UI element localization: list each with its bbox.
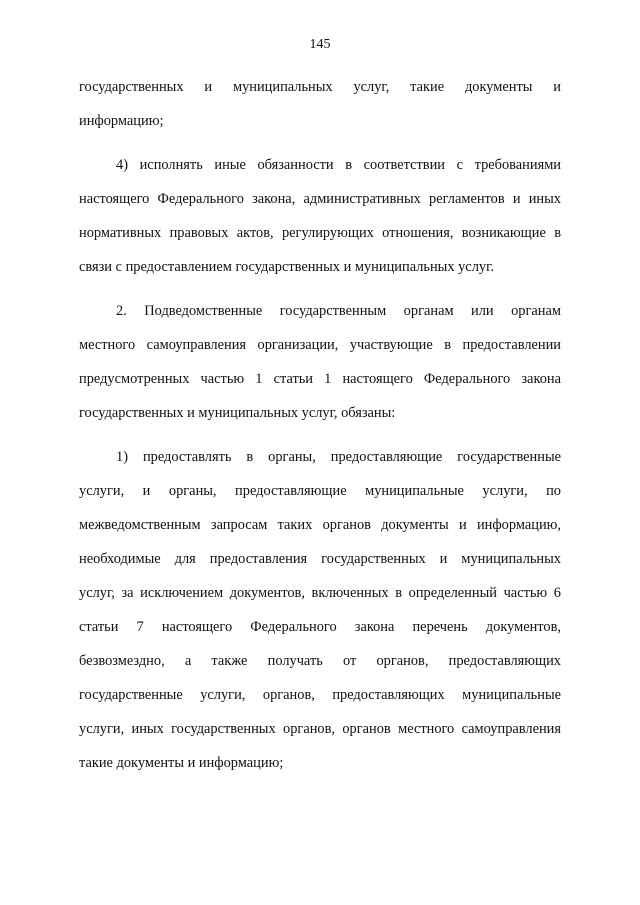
- text-line: государственные услуги, органов, предоставляющих муниципальные: [79, 687, 561, 703]
- text-line: предусмотренных частью 1 статьи 1 настоящего Федерального закона: [79, 371, 561, 387]
- text-line: услуг, за исключением документов, включенных в определенный частью 6: [79, 585, 561, 601]
- text-line: необходимые для предоставления государственных и муниципальных: [79, 551, 561, 567]
- text-line: государственных и муниципальных услуг, обязаны:: [79, 405, 396, 421]
- text-line: связи с предоставлением государственных и муниципальных услуг.: [79, 259, 494, 275]
- text-line: 4) исполнять иные обязанности в соответствии с требованиями: [116, 157, 561, 173]
- paragraph-item-1: [79, 447, 561, 787]
- text-line: информацию;: [79, 113, 164, 129]
- text-line: 1) предоставлять в органы, предоставляющие государственные: [116, 449, 561, 465]
- document-body: [79, 77, 561, 797]
- text-line: услуги, иных государственных органов, органов местного самоуправления: [79, 721, 561, 737]
- text-line: 2. Подведомственные государственным органам или органам: [116, 303, 561, 319]
- paragraph-continuation: [79, 77, 561, 145]
- paragraph-section-2: [79, 301, 561, 437]
- text-line: местного самоуправления организации, участвующие в предоставлении: [79, 337, 561, 353]
- text-line: статьи 7 настоящего Федерального закона перечень документов,: [79, 619, 561, 635]
- text-line: межведомственным запросам таких органов документы и информацию,: [79, 517, 561, 533]
- page-number: 145: [309, 37, 331, 52]
- text-line: нормативных правовых актов, регулирующих отношения, возникающие в: [79, 225, 561, 241]
- text-line: настоящего Федерального закона, административных регламентов и иных: [79, 191, 561, 207]
- text-line: такие документы и информацию;: [79, 755, 284, 771]
- text-line: услуги, и органы, предоставляющие муниципальные услуги, по: [79, 483, 561, 499]
- paragraph-item-4: [79, 155, 561, 291]
- text-line: государственных и муниципальных услуг, такие документы и: [79, 79, 561, 95]
- text-line: безвозмездно, а также получать от органов, предоставляющих: [79, 653, 561, 669]
